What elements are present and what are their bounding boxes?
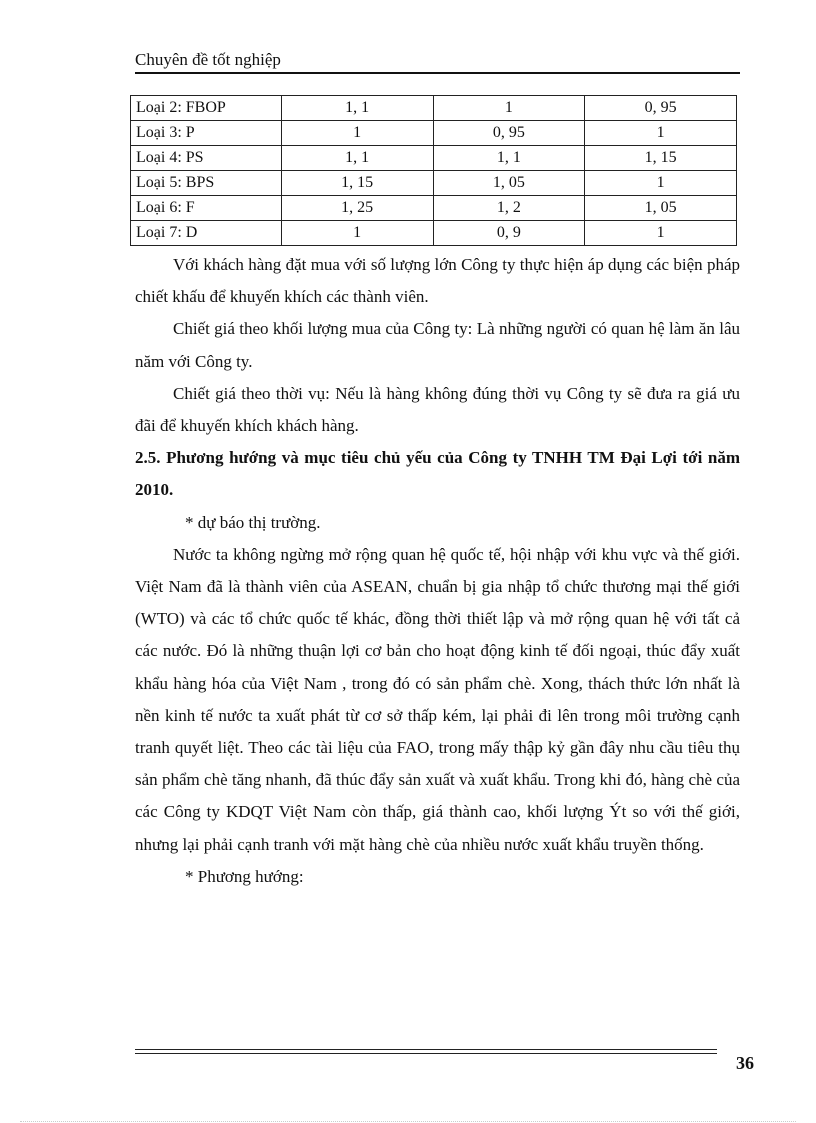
footer-rule	[135, 1053, 717, 1054]
table-cell: 0, 9	[433, 221, 585, 246]
table-cell: 1, 05	[585, 196, 737, 221]
table-row	[131, 121, 737, 146]
table-cell: 1	[281, 121, 433, 146]
table-cell: 1, 15	[281, 171, 433, 196]
table-cell: Loại 6: F	[131, 196, 282, 221]
page-edge	[20, 1121, 796, 1122]
table-cell: 1	[433, 96, 585, 121]
coefficient-table	[130, 95, 737, 246]
paragraph-volume-discount: Chiết giá theo khối lượng mua của Công ty: Là những người có quan hệ làm ăn lâu năm với Công ty.	[135, 319, 740, 371]
table-cell: 1, 05	[433, 171, 585, 196]
table-cell: 1	[585, 121, 737, 146]
table-cell: 0, 95	[585, 96, 737, 121]
table-row	[131, 171, 737, 196]
table-row	[131, 146, 737, 171]
page-number: 36	[736, 1053, 754, 1073]
table-cell: 1, 1	[433, 146, 585, 171]
bullet-direction: * Phương hướng:	[185, 866, 304, 886]
table-cell: 1	[585, 171, 737, 196]
table-cell: Loại 2: FBOP	[131, 96, 282, 121]
table-cell: 1	[585, 221, 737, 246]
table-cell: Loại 3: P	[131, 121, 282, 146]
table-cell: 1, 15	[585, 146, 737, 171]
table-cell: Loại 4: PS	[131, 146, 282, 171]
paragraph-market: Nước ta không ngừng mở rộng quan hệ quốc tế, hội nhập với khu vực và thế giới. Việt Nam đã là thành viên của ASEAN, chuẩn bị gia nhập tổ chức thương mại thế giới (WTO) và các tổ chức quốc tế khác, đồng thời thiết lập và mở rộng quan hệ với tất cả các nước. Đó là những thuận lợi cơ bản cho hoạt động kinh tế đối ngoại, thúc đẩy xuất khẩu hàng hóa của Việt Nam , trong đó có sản phẩm chè. Xong, thách thức lớn nhất là nền kinh tế nước ta xuất phát từ cơ sở thấp kém, lại phải đi lên trong môi trường cạnh tranh quyết liệt. Theo các tài liệu của FAO, trong mấy thập kỷ gần đây nhu cầu tiêu thụ sản phẩm chè tăng nhanh, đã thúc đẩy sản xuất và xuất khẩu. Trong khi đó, hàng chè của các Công ty KDQT Việt Nam còn thấp, giá thành cao, khối lượng Ýt so với thế giới, nhưng lại phải cạnh tranh với mặt hàng chè của nhiều nước xuất khẩu truyền thống.	[135, 544, 740, 854]
table-row	[131, 96, 737, 121]
table-row	[131, 221, 737, 246]
table-row	[131, 196, 737, 221]
paragraph-discount: Với khách hàng đặt mua với số lượng lớn Công ty thực hiện áp dụng các biện pháp chiết khấu để khuyến khích các thành viên.	[135, 255, 740, 307]
body-text	[135, 249, 740, 893]
table-cell: Loại 5: BPS	[131, 171, 282, 196]
section-heading: 2.5. Phương hướng và mục tiêu chủ yếu của Công ty TNHH TM Đại Lợi tới năm 2010.	[135, 448, 740, 500]
table-cell: 1, 1	[281, 146, 433, 171]
paragraph-seasonal-discount: Chiết giá theo thời vụ: Nếu là hàng không đúng thời vụ Công ty sẽ đưa ra giá ưu đãi để khuyến khích khách hàng.	[135, 383, 740, 436]
table-cell: 1, 1	[281, 96, 433, 121]
table-cell: 0, 95	[433, 121, 585, 146]
header-title: Chuyên đề tốt nghiệp	[135, 50, 281, 69]
bullet-forecast: * dự báo thị trường.	[185, 512, 321, 532]
table-cell: 1, 2	[433, 196, 585, 221]
table-cell: Loại 7: D	[131, 221, 282, 246]
header-rule	[135, 72, 740, 74]
table-cell: 1	[281, 221, 433, 246]
footer-rule	[135, 1049, 717, 1050]
table-cell: 1, 25	[281, 196, 433, 221]
